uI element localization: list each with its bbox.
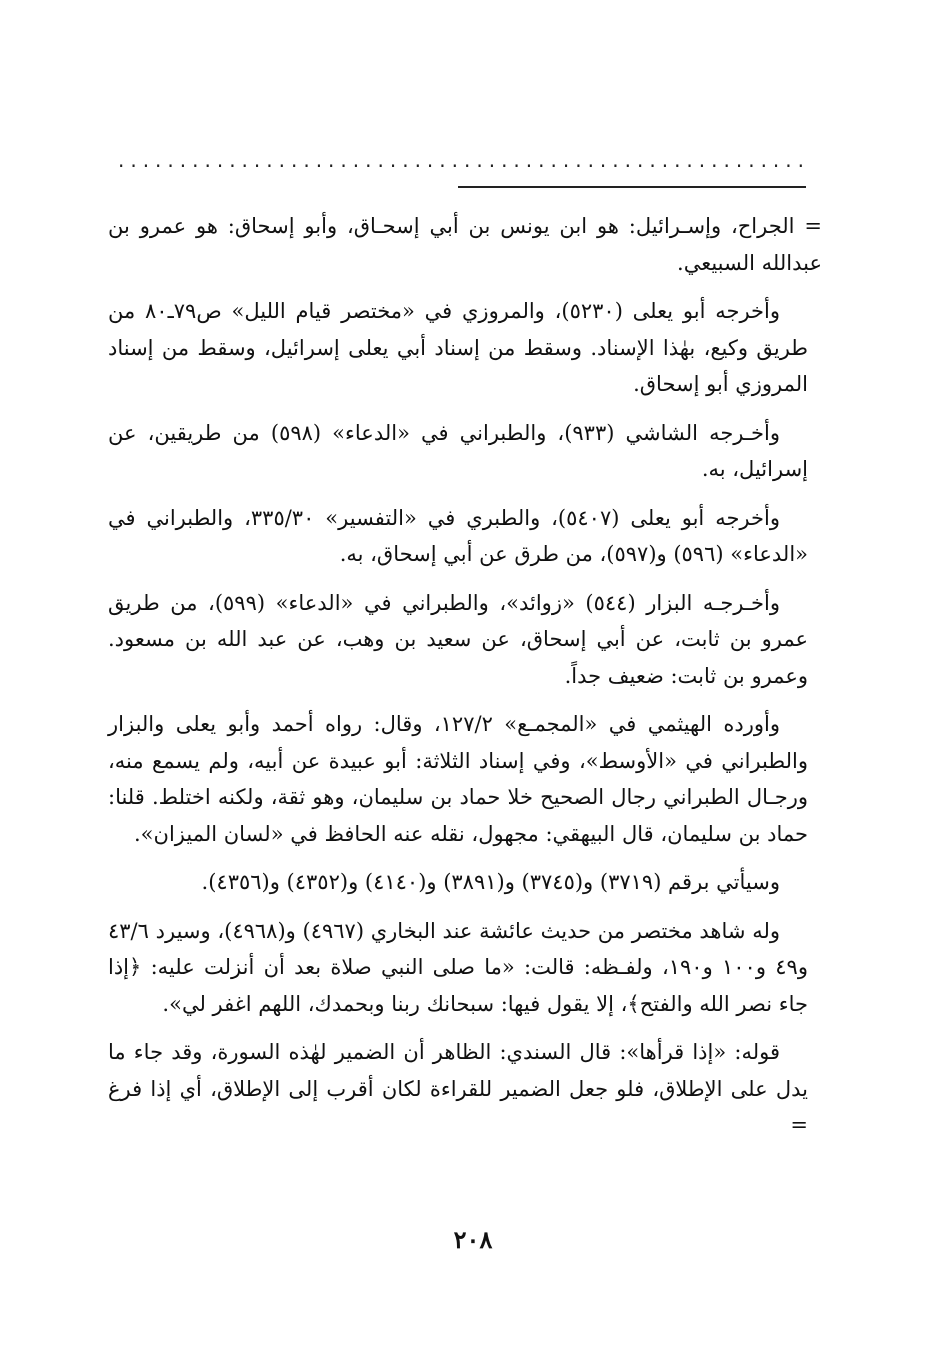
- footnote-paragraph: وأخرجه أبو يعلى (٥٢٣٠)، والمروزي في «مختصر قيام الليل» ص٧٩ـ٨٠ من طريق وكيع، بهٰذا الإسناد. وسقط من إسناد أبي يعلى إسرائيل، وسقط من إسناد المروزي أبو إسحاق.: [108, 299, 808, 396]
- footnote-paragraph: وأخرجه أبو يعلى (٥٤٠٧)، والطبري في «التفسير» ٣٣٥/٣٠، والطبراني في «الدعاء» (٥٩٦) و(٥٩٧)، من طرق عن أبي إسحاق، به.: [108, 505, 808, 566]
- footnote-paragraph: وأخـرجـه البزار (٥٤٤) «زوائد»، والطبراني في «الدعاء» (٥٩٩)، من طريق عمرو بن ثابت، عن أبي إسحاق، عن سعيد بن وهب، عن عبد الله بن مسعود. وعمرو بن ثابت: ضعيف جداً.: [108, 590, 808, 688]
- footnote-paragraph: وسيأتي برقم (٣٧١٩) و(٣٧٤٥) و(٣٨٩١) و(٤١٤٠) و(٤٣٥٢) و(٤٣٥٦).: [201, 870, 780, 894]
- footnote-paragraph-continuation: = الجراح، وإسـرائيل: هو ابن يونس بن أبي إسحـاق، وأبو إسحاق: هو عمرو بن عبدالله السبيعي.: [108, 214, 822, 275]
- footnote-paragraph-continues: قوله: «إذا قرأها»: قال السندي: الظاهر أن الضمير لهٰذه السورة، وقد جاء ما يدل على الإطلاق، فلو جعل الضمير للقراءة لكان أقرب إلى الإطلاق، أي إذا فرغ =: [108, 1040, 808, 1137]
- footnote-paragraph: وله شاهد مختصر من حديث عائشة عند البخاري (٤٩٦٧) و(٤٩٦٨)، وسيرد ٤٣/٦ و٤٩ و١٠٠ و١٩٠، ولفـظه: قالت: «ما صلى النبي صلاة بعد أن أنزلت عليه: ﴿إذا جاء نصر الله والفتح﴾، إلا يقول فيها: سبحانك ربنا وبحمدك، اللهم اغفر لي».: [108, 918, 808, 1016]
- header-dotted-line: ........................................................: [117, 148, 810, 172]
- footnote-paragraph: وأورده الهيثمي في «المجمـع» ١٢٧/٢، وقال: رواه أحمد وأبو يعلى والبزار والطبراني في «الأوسط»، وفي إسناد الثلاثة: أبو عبيدة عن أبيه، ولم يسمع منه، ورجـال الطبراني رجال الصحيح خلا حماد بن سليمان، وهو ثقة، ولكنه اختلط. قلنا: حماد بن سليمان، قال البيهقي: مجهول، نقله عنه الحافظ في «لسان الميزان».: [108, 712, 808, 846]
- footnote-separator-rule: [458, 186, 806, 188]
- footnote-paragraph: وأخـرجه الشاشي (٩٣٣)، والطبراني في «الدعاء» (٥٩٨) من طريقين، عن إسرائيل، به.: [108, 420, 808, 481]
- page-number: ٢٠٨: [453, 1225, 493, 1254]
- footnotes-body: [108, 208, 822, 1218]
